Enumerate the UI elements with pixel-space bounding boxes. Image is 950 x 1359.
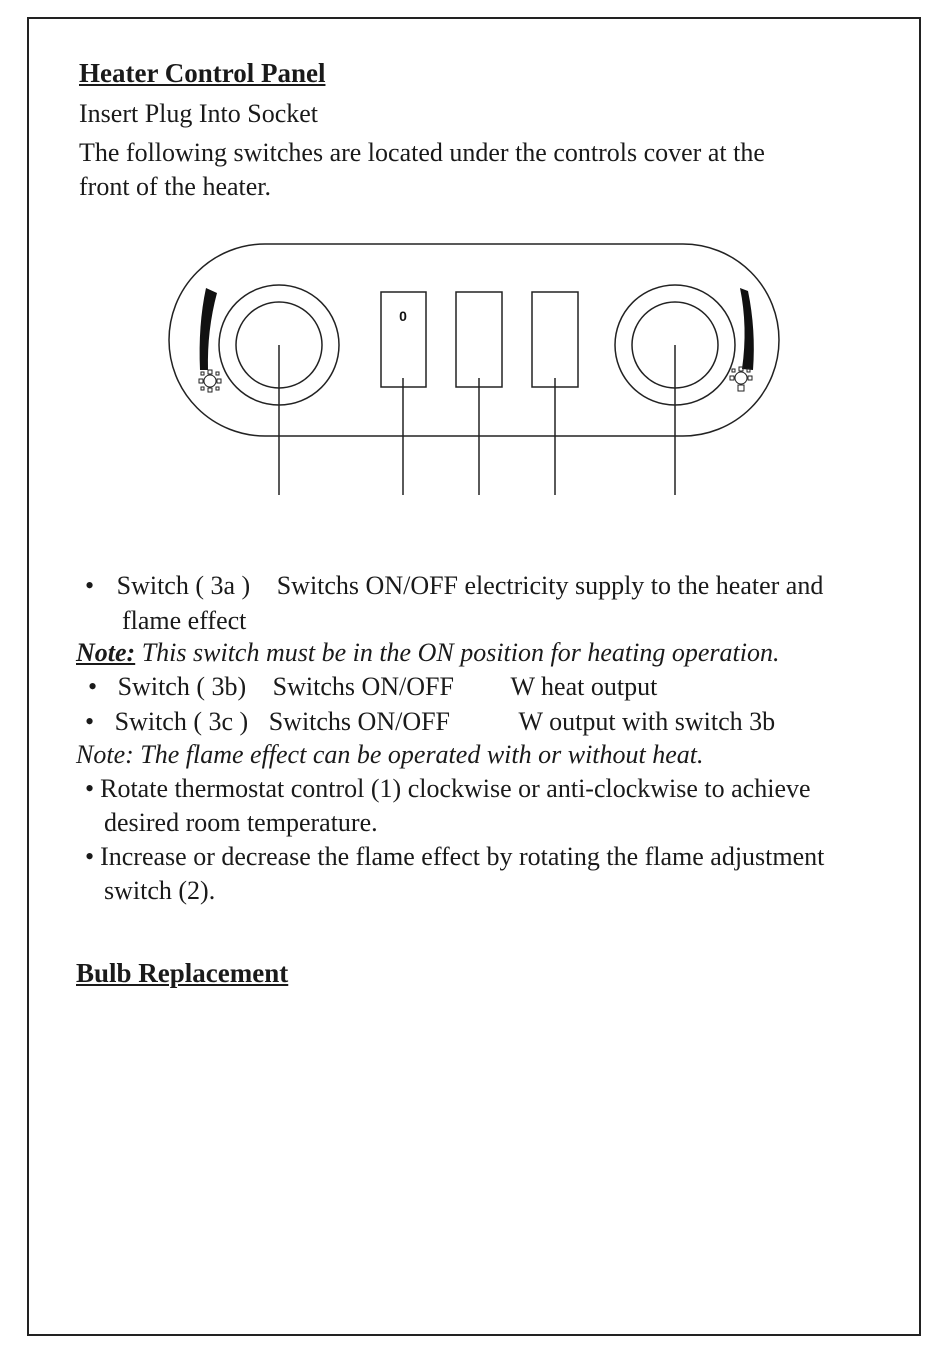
item-thermostat: [85, 774, 811, 804]
intro-line-1: The following switches are located under the controls cover at the: [79, 138, 765, 167]
note-heating: [76, 638, 779, 668]
switch-3c-end: W output with switch 3b: [518, 707, 776, 736]
switch-3b-end: W heat output: [510, 672, 658, 701]
switch-mark: 0: [399, 308, 407, 324]
heading-heater-control-panel: Heater Control Panel: [79, 58, 326, 88]
switch-3c-mid: Switchs ON/OFF: [268, 707, 451, 736]
thermostat-scale-wedge: [200, 288, 217, 370]
note-label: Note:: [76, 638, 136, 667]
switch-3a-text-line2: flame effect: [122, 606, 247, 635]
sun-icon: [199, 370, 221, 392]
note-flame-effect: Note: The flame effect can be operated with or without heat.: [76, 740, 704, 769]
switch-3c-label: Switch ( 3c ): [114, 707, 249, 736]
bulb-icon: [730, 367, 752, 391]
switch-3a-text: Switchs ON/OFF electricity supply to the heater and: [276, 571, 824, 600]
thermostat-line-2: desired room temperature.: [104, 808, 378, 837]
switch-3c: [532, 292, 578, 387]
subheading-insert-plug: Insert Plug Into Socket: [79, 99, 319, 128]
control-panel-diagram: [160, 235, 790, 505]
bullet: •: [85, 774, 95, 803]
flame-scale-wedge: [740, 288, 754, 370]
item-switch-3b: [88, 672, 657, 702]
heading-bulb-replacement: Bulb Replacement: [76, 958, 289, 988]
item-flame-adjust: [85, 842, 824, 872]
item-switch-3c: [85, 707, 775, 737]
switch-3b-label: Switch ( 3b): [117, 672, 247, 701]
switch-3a-label: Switch ( 3a ): [116, 571, 251, 600]
note-text: This switch must be in the ON position for heating operation.: [135, 638, 780, 667]
bullet: •: [88, 672, 98, 701]
flame-line-1: Increase or decrease the flame effect by rotating the flame adjustment: [100, 842, 825, 871]
bullet: •: [85, 571, 95, 600]
bullet: •: [85, 707, 95, 736]
bullet: •: [85, 842, 95, 871]
flame-line-2: switch (2).: [104, 876, 216, 905]
switch-3b: [456, 292, 502, 387]
switch-3a: [381, 292, 426, 387]
thermostat-line-1: Rotate thermostat control (1) clockwise or anti-clockwise to achieve: [100, 774, 811, 803]
panel-outline: [169, 244, 779, 436]
switch-3b-mid: Switchs ON/OFF: [272, 672, 454, 701]
intro-line-2: front of the heater.: [79, 172, 272, 201]
item-switch-3a: [85, 571, 823, 601]
